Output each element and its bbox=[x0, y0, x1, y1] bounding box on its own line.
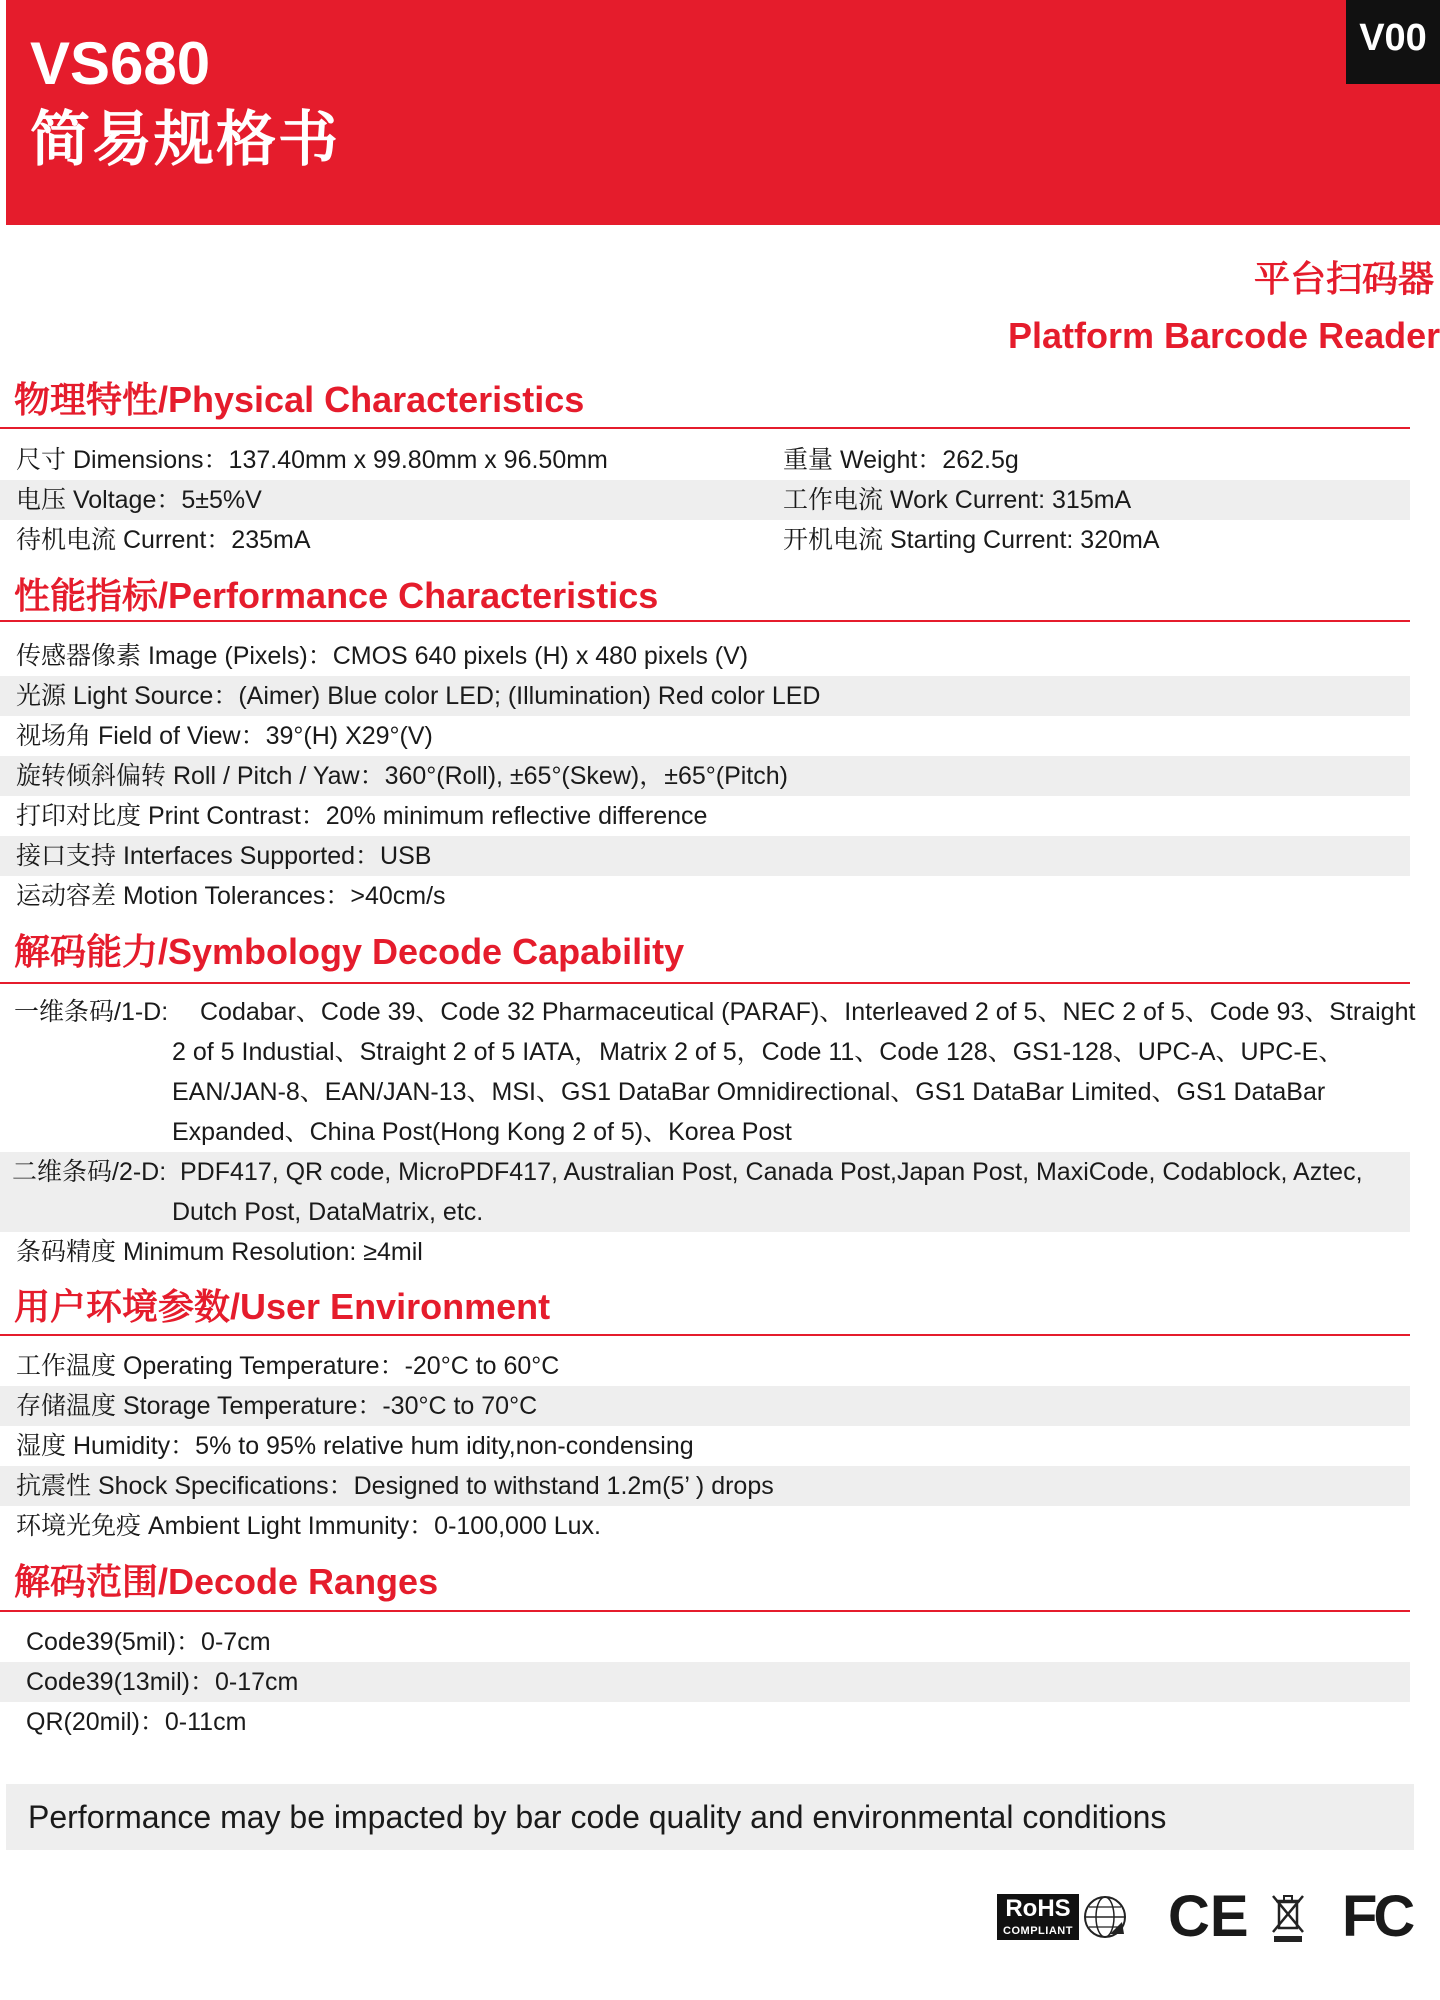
spec-row bbox=[0, 1232, 1410, 1272]
one-d-line: EAN/JAN-8、EAN/JAN-13、MSI、GS1 DataBar Omnidirectional、GS1 DataBar Limited、GS1 DataBar bbox=[172, 1078, 1326, 1106]
spec-work-current: 工作电流 Work Current: 315mA bbox=[783, 486, 1132, 514]
header-banner bbox=[6, 0, 1440, 225]
spec-row bbox=[0, 992, 1416, 1032]
one-d-line: Codabar、Code 39、Code 32 Pharmaceutical (PARAF)、Interleaved 2 of 5、NEC 2 of 5、Code 93、Straight bbox=[200, 998, 1416, 1026]
spec-operating-temp: 工作温度 Operating Temperature：-20°C to 60°C bbox=[16, 1352, 560, 1380]
spec-light-source: 光源 Light Source：(Aimer) Blue color LED; (Illumination) Red color LED bbox=[16, 682, 821, 710]
document-title: 简易规格书 bbox=[30, 106, 340, 173]
spec-row bbox=[0, 1112, 1410, 1152]
section-divider bbox=[0, 427, 1410, 429]
spec-row bbox=[0, 796, 1410, 836]
section-physical bbox=[0, 376, 1440, 424]
note-text: Performance may be impacted by bar code quality and environmental conditions bbox=[28, 1799, 1167, 1835]
rohs-compliant-text: COMPLIANT bbox=[1003, 1925, 1073, 1937]
one-d-line: 2 of 5 Industial、Straight 2 of 5 IATA，Matrix 2 of 5，Code 11、Code 128、GS1-128、UPC-A、UPC-E、 bbox=[172, 1038, 1344, 1066]
section-divider bbox=[0, 620, 1410, 622]
spec-row bbox=[0, 1426, 1410, 1466]
rohs-logo bbox=[997, 1894, 1079, 1940]
symbology-rows bbox=[0, 992, 1416, 1272]
spec-row bbox=[0, 716, 1410, 756]
two-d-line: Dutch Post, DataMatrix, etc. bbox=[172, 1198, 484, 1226]
range-qr-20mil: QR(20mil)：0-11cm bbox=[26, 1708, 247, 1736]
spec-print-contrast: 打印对比度 Print Contrast：20% minimum reflective difference bbox=[16, 802, 708, 830]
spec-field-of-view: 视场角 Field of View：39°(H) X29°(V) bbox=[16, 722, 433, 750]
ce-mark: CE bbox=[1168, 1884, 1249, 1949]
spec-humidity: 湿度 Humidity：5% to 95% relative hum idity,non-condensing bbox=[16, 1432, 694, 1460]
spec-row bbox=[0, 1506, 1410, 1546]
spec-roll-pitch-yaw: 旋转倾斜偏转 Roll / Pitch / Yaw：360°(Roll), ±65°(Skew)，±65°(Pitch) bbox=[16, 762, 788, 790]
spec-weight: 重量 Weight：262.5g bbox=[783, 446, 1019, 474]
spec-row bbox=[0, 480, 1410, 520]
spec-row bbox=[0, 1192, 1410, 1232]
fcc-mark: FC bbox=[1342, 1884, 1412, 1949]
two-d-label: 二维条码/2-D: bbox=[12, 1158, 167, 1186]
range-row bbox=[0, 1702, 1410, 1742]
section-title: 物理特性/Physical Characteristics bbox=[14, 379, 585, 420]
range-code39-5mil: Code39(5mil)：0-7cm bbox=[26, 1628, 271, 1656]
spec-row bbox=[0, 756, 1410, 796]
certification-logos bbox=[990, 1882, 1420, 1952]
spec-row bbox=[0, 676, 1410, 716]
spec-shock: 抗震性 Shock Specifications：Designed to withstand 1.2m(5’ ) drops bbox=[16, 1472, 774, 1500]
spec-row bbox=[0, 440, 1410, 480]
weee-bin-icon bbox=[1270, 1892, 1306, 1944]
section-symbology bbox=[0, 928, 1440, 976]
spec-row bbox=[0, 836, 1410, 876]
section-title: 用户环境参数/User Environment bbox=[14, 1286, 551, 1327]
section-divider bbox=[0, 1334, 1410, 1336]
section-performance bbox=[0, 572, 1440, 620]
spec-starting-current: 开机电流 Starting Current: 320mA bbox=[783, 526, 1160, 554]
environment-rows bbox=[0, 1346, 1410, 1546]
rohs-globe-icon bbox=[1082, 1894, 1128, 1940]
ranges-rows bbox=[0, 1622, 1410, 1742]
spec-image-pixels: 传感器像素 Image (Pixels)：CMOS 640 pixels (H) x 480 pixels (V) bbox=[16, 642, 749, 670]
spec-row bbox=[0, 636, 1410, 676]
spec-standby-current: 待机电流 Current：235mA bbox=[16, 526, 311, 554]
range-code39-13mil: Code39(13mil)：0-17cm bbox=[26, 1668, 299, 1696]
spec-row bbox=[0, 1386, 1410, 1426]
section-title: 解码范围/Decode Ranges bbox=[14, 1561, 439, 1602]
performance-rows bbox=[0, 636, 1410, 916]
spec-interfaces: 接口支持 Interfaces Supported：USB bbox=[16, 842, 432, 870]
section-divider bbox=[0, 982, 1410, 984]
section-divider bbox=[0, 1610, 1410, 1612]
spec-dimensions: 尺寸 Dimensions：137.40mm x 99.80mm x 96.50mm bbox=[16, 446, 608, 474]
section-environment bbox=[0, 1283, 1440, 1331]
section-ranges bbox=[0, 1558, 1440, 1606]
spec-row bbox=[0, 520, 1410, 560]
spec-row bbox=[0, 876, 1410, 916]
spec-row bbox=[0, 1152, 1410, 1192]
two-d-line: PDF417, QR code, MicroPDF417, Australian Post, Canada Post,Japan Post, MaxiCode, Codablock, Aztec, bbox=[180, 1158, 1363, 1186]
spec-storage-temp: 存储温度 Storage Temperature：-30°C to 70°C bbox=[16, 1392, 538, 1420]
spec-row bbox=[0, 1466, 1410, 1506]
one-d-line: Expanded、China Post(Hong Kong 2 of 5)、Korea Post bbox=[172, 1118, 792, 1146]
product-name-cn: 平台扫码器 bbox=[1253, 258, 1434, 299]
spec-row bbox=[0, 1072, 1410, 1112]
spec-motion-tolerance: 运动容差 Motion Tolerances：>40cm/s bbox=[16, 882, 446, 910]
spec-row bbox=[0, 1032, 1410, 1072]
spec-row bbox=[0, 1346, 1410, 1386]
one-d-label: 一维条码/1-D: bbox=[14, 998, 169, 1026]
physical-rows bbox=[0, 440, 1410, 560]
range-row bbox=[0, 1622, 1410, 1662]
model-name: VS680 bbox=[30, 30, 211, 97]
spec-voltage: 电压 Voltage：5±5%V bbox=[16, 486, 262, 514]
section-title: 性能指标/Performance Characteristics bbox=[14, 575, 659, 616]
performance-note bbox=[6, 1784, 1414, 1850]
product-name-en: Platform Barcode Reader bbox=[1008, 315, 1440, 356]
rohs-text: RoHS bbox=[1005, 1895, 1071, 1922]
spec-min-resolution: 条码精度 Minimum Resolution: ≥4mil bbox=[16, 1238, 423, 1266]
version-badge: V00 bbox=[1346, 0, 1440, 84]
range-row bbox=[0, 1662, 1410, 1702]
section-title: 解码能力/Symbology Decode Capability bbox=[14, 931, 685, 972]
spec-ambient-light: 环境光免疫 Ambient Light Immunity：0-100,000 Lux. bbox=[16, 1512, 601, 1540]
